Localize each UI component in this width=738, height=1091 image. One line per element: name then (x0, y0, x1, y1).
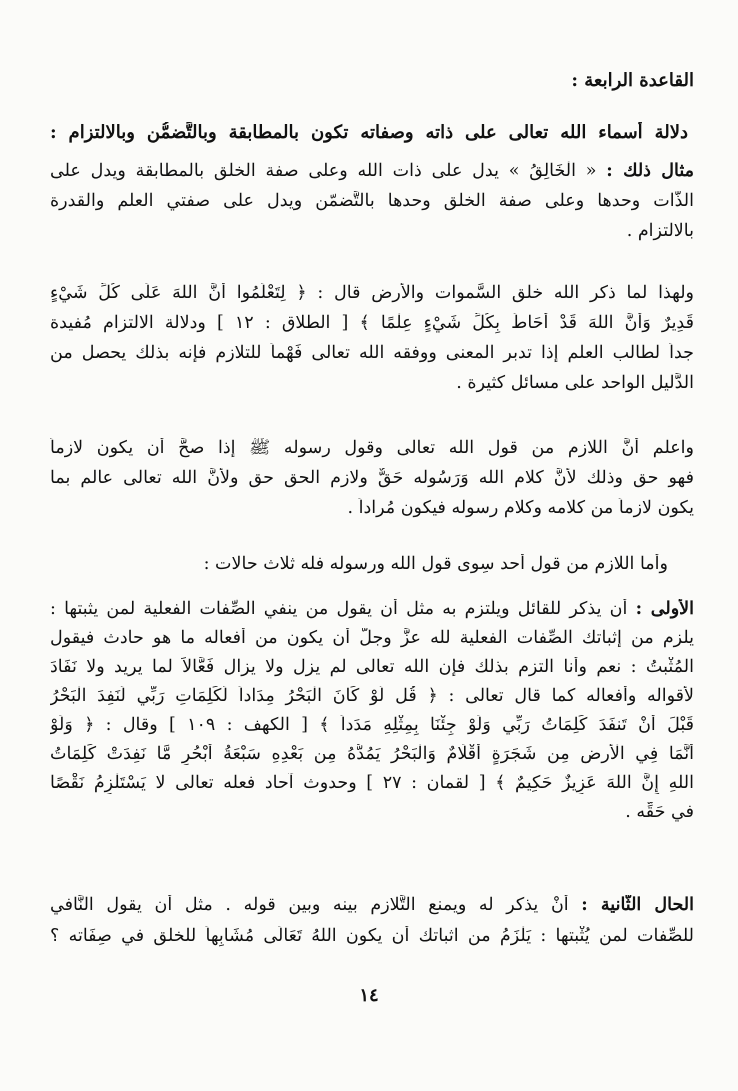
lazim-paragraph (50, 438, 694, 519)
state-one-line-2: يلزم من إثباتك الصِّفات الفعلية لله عزَّ وجلَّ أن يكون من أفعاله ما هو حادث فيقول (50, 628, 694, 648)
state-one-line-7: اللهِ إِنَّ اللهَ عَزِيزٌ حَكِيمٌ ﴾ [ لقمان : ٢٧ ] وحدوث آحاد فعله تعالى لا يَسْتَلْزِمُ نَقْصًا (50, 773, 694, 793)
state-two-label: الحال الثَّانية : (581, 895, 694, 915)
lazim-line-3: يكون لازماً من كلامه وكلام رسوله فيكون مُراداً . (347, 498, 694, 518)
state-two-paragraph (50, 895, 694, 947)
creation-paragraph (50, 283, 694, 394)
state-one-line-3: المُثْبتُ : نعم وأنا التزم بذلك فإن الله تعالى لم يزل ولا يزال فَعَّالاً لما يريد ولا نَفَادَ (50, 657, 694, 677)
creation-line-1: ولهذا لما ذكر الله خلق السَّموات والأرض قال : ﴿ لِتَعْلَمُوا أَنَّ اللهَ عَلَى كُلِّ شَيْءٍ (50, 283, 694, 303)
rule-heading: القاعدة الرابعة : (571, 70, 694, 91)
example-paragraph (50, 161, 694, 242)
lazim-line-1: واعلم أَنَّ اللازم من قول الله تعالى وقول رسوله ﷺ إذا صحَّ أن يكون لازماً (50, 438, 694, 458)
state-one-line-4: لأقواله وأفعاله كما قال تعالى : ﴿ قُل لَّوْ كَانَ الْبَحْرُ مِدَاداً لِّكَلِمَاتِ رَبِّي لَنَفِدَ الْبَحْرُ (50, 686, 694, 706)
states-line-1: وأما اللازم من قول أحد سِوى قول الله ورسوله فله ثلاث حالات : (203, 554, 668, 574)
state-one-label: الأُولى : (635, 599, 694, 619)
lazim-line-2: فهو حق وذلك لأَنَّ كلام الله وَرَسُوله حَقٌّ ولازم الحق حق ولأَنَّ الله تعالى عالم بما (50, 468, 694, 488)
state-one-line-6: أَنَّمَا فِي الْأَرضِ مِن شَجَرَةٍ أَقْلَامٌ وَالْبَحْرُ يَمُدُّهُ مِن بَعْدِهِ سَبْعَةُ أَبْحُرٍ مَّا نَفِدَتْ كَلِمَاتُ (50, 744, 694, 764)
example-label: مثال ذلك : (606, 161, 694, 181)
example-line-3: بالالتزام . (626, 221, 694, 241)
example-line-2: الذَّات وحدها وعلى صفة الخلق وحدها بالتَّضمّن ويدل على صفتي العلم والقدرة (50, 191, 694, 211)
creation-line-4: الدَّليل الواحد على مسائل كثيرة . (456, 373, 694, 393)
creation-line-3: جداً لطالب العلم إذا تدبر المعنى ووفقه الله تعالى فَهْماً للتلازم فإنه بذلك يحصل من (50, 343, 694, 363)
rule-statement: دلالة أسماء الله تعالى على ذاته وصفاته تكون بالمطابقة وبالتَّضمُّن وبالالتزام : (50, 122, 688, 143)
creation-line-2: قَدِيرٌ وَأَنَّ اللهَ قَدْ أَحَاطَ بِكُلِّ شَيْءٍ عِلْمًا ﴾ [ الطلاق : ١٢ ] ودلالة الالتزام مُفيدة (50, 313, 694, 333)
state-two-line-1: الحال الثَّانية : أَنْ يذكر له ويمنع التَّلازم بينه وبين قوله . مثل أن يقول النَّافي (50, 895, 694, 915)
state-one-line-5: قَبْلَ أَنْ تَنفَدَ كَلِمَاتُ رَبِّي وَلَوْ جِئْنَا بِمِثْلِهِ مَدَداً ﴾ [ الكهف : ١٠٩ ] وقال : ﴿ وَلَوْ (50, 715, 694, 735)
state-two-line-2: للصِّفات لمن يُثْبتها : يَلْزَمُ من اثباتك أن يكون اللهُ تَعَالَى مُشَابِهاً للخلق في صِفَاته ؟ (50, 926, 694, 946)
state-one-line-8: في حَقِّه . (625, 802, 694, 822)
state-one-line-1: الأُولى : أن يذكر للقائل ويلتزم به مثل أن يقول من ينفي الصِّفات الفعلية لمن يثبتها : (50, 599, 694, 619)
page-number: ١٤ (359, 985, 379, 1006)
states-paragraph (50, 554, 668, 575)
state-one-paragraph (50, 599, 694, 823)
example-line-1: مثال ذلك : « الْخَالِقُ » يدل على ذات الله وعلى صفة الخلق بالمطابقة ويدل على (50, 161, 694, 181)
